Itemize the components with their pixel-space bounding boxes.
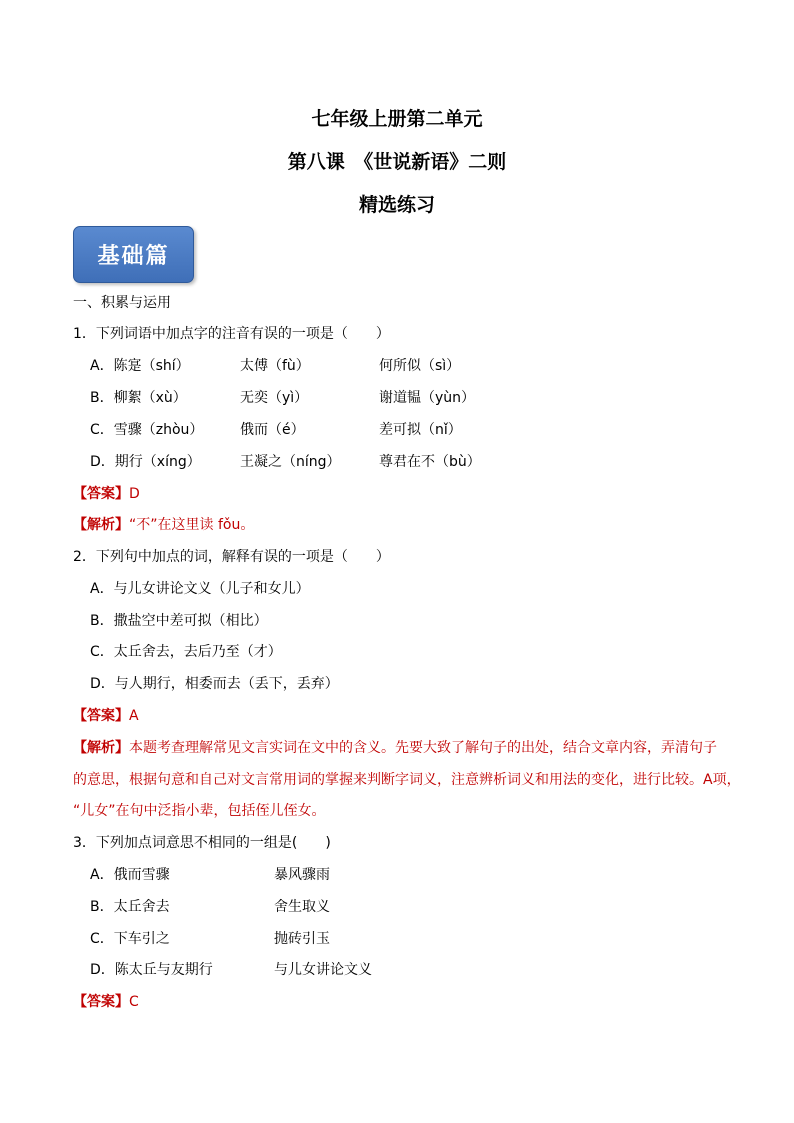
question-2-stem: 2．下列句中加点的词，解释有误的一项是（ ）	[73, 549, 390, 565]
q3-answer-value: C	[129, 994, 139, 1010]
q2-option-b: B．撒盐空中差可拟（相比）	[90, 613, 268, 629]
q1-option-c-2: 俄而（é）	[240, 422, 305, 438]
q3-option-c: C．下车引之	[90, 931, 170, 947]
q2-option-c: C．太丘舍去，去后乃至（才）	[90, 644, 282, 660]
q3-option-a-2: 暴风骤雨	[274, 867, 330, 883]
q1-option-b-3: 谢道韫（yùn）	[379, 390, 476, 406]
q1-option-a-3: 何所似（sì）	[379, 358, 461, 374]
q2-option-d: D．与人期行，相委而去（丢下，丢弃）	[90, 676, 339, 692]
q2-analysis-line-1	[73, 739, 717, 757]
q1-option-c: C．雪骤（zhòu）	[90, 422, 204, 438]
q1-option-a: A．陈寔（shí）	[90, 358, 190, 374]
q1-option-b: B．柳絮（xù）	[90, 390, 187, 406]
q2-answer	[73, 707, 139, 725]
section-heading: 一、积累与运用	[73, 295, 171, 311]
q3-option-d-2: 与儿女讲论文义	[274, 962, 372, 978]
answer-tag: 【答案】	[73, 994, 129, 1010]
lesson-title: 第八课 《世说新语》二则	[287, 151, 507, 173]
q3-option-a: A．俄而雪骤	[90, 867, 170, 883]
q2-analysis-text-1: 本题考查理解常见文言实词在文中的含义。先要大致了解句子的出处，结合文章内容，弄清句子	[129, 740, 717, 756]
q3-option-b: B．太丘舍去	[90, 899, 170, 915]
question-3-stem: 3．下列加点词意思不相同的一组是( )	[73, 835, 331, 851]
q1-option-a-2: 太傅（fù）	[240, 358, 310, 374]
q1-option-c-3: 差可拟（nǐ）	[379, 422, 462, 438]
q1-option-b-2: 无奕（yì）	[240, 390, 309, 406]
section-badge: 基础篇	[73, 226, 194, 283]
answer-tag: 【答案】	[73, 708, 129, 724]
q1-analysis-text: “不”在这里读 fǒu。	[129, 517, 255, 533]
q1-answer	[73, 485, 140, 503]
q1-option-d-2: 王凝之（níng）	[240, 454, 341, 470]
analysis-tag: 【解析】	[73, 517, 129, 533]
q3-option-b-2: 舍生取义	[274, 899, 330, 915]
q3-option-d: D．陈太丘与友期行	[90, 962, 213, 978]
q1-option-d-3: 尊君在不（bù）	[379, 454, 481, 470]
q2-analysis-line-3: “儿女”在句中泛指小辈，包括侄儿侄女。	[73, 803, 326, 819]
question-1-stem: 1．下列词语中加点字的注音有误的一项是（ ）	[73, 326, 390, 342]
q2-option-a: A．与儿女讲论文义（儿子和女儿）	[90, 581, 310, 597]
q3-answer	[73, 993, 139, 1011]
q2-answer-value: A	[129, 708, 139, 724]
answer-tag: 【答案】	[73, 486, 129, 502]
analysis-tag: 【解析】	[73, 740, 129, 756]
document-title: 七年级上册第二单元	[311, 108, 483, 130]
q3-option-c-2: 抛砖引玉	[274, 931, 330, 947]
exercise-title: 精选练习	[358, 194, 435, 216]
q2-analysis-line-2: 的意思，根据句意和自己对文言常用词的掌握来判断字词义，注意辨析词义和用法的变化，进行比较。A项，	[73, 772, 741, 788]
q1-answer-value: D	[129, 486, 140, 502]
q1-analysis	[73, 516, 254, 534]
q1-option-d: D．期行（xíng）	[90, 454, 201, 470]
